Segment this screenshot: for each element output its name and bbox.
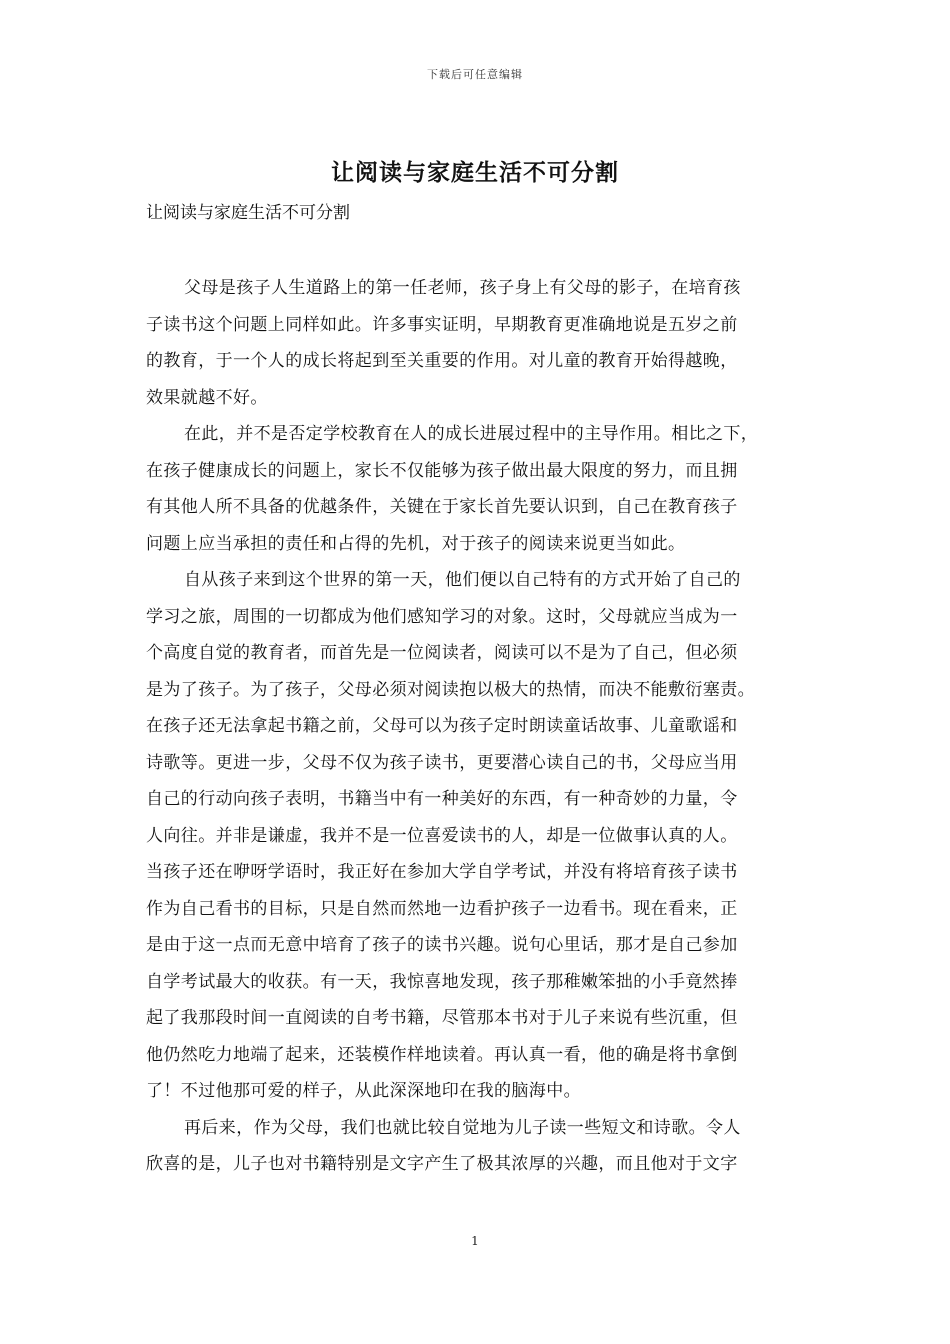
paragraph-3-line-7: 自己的行动向孩子表明，书籍当中有一种美好的东西，有一种奇妙的力量，令 [146, 789, 738, 809]
paragraph-4-line-1: 再后来，作为父母，我们也就比较自觉地为儿子读一些短文和诗歌。令人 [184, 1117, 741, 1138]
document-title: 让阅读与家庭生活不可分割 [331, 159, 619, 186]
paragraph-3-line-13: 起了我那段时间一直阅读的自考书籍，尽管那本书对于儿子来说有些沉重，但 [146, 1008, 738, 1028]
paragraph-3-line-14: 他仍然吃力地端了起来，还装模作样地读着。再认真一看，他的确是将书拿倒 [146, 1044, 738, 1065]
paragraph-3-line-2: 学习之旅，周围的一切都成为他们感知学习的对象。这时，父母就应当成为一 [146, 606, 738, 627]
paragraph-1-line-4: 效果就越不好。 [146, 387, 268, 408]
paragraph-1-line-2: 子读书这个问题上同样如此。许多事实证明，早期教育更准确地说是五岁之前 [146, 314, 738, 335]
paragraph-3-line-15: 了！不过他那可爱的样子，从此深深地印在我的脑海中。 [146, 1081, 581, 1101]
paragraph-2-line-4: 问题上应当承担的责任和占得的先机，对于孩子的阅读来说更当如此。 [146, 533, 686, 554]
paragraph-3-line-1: 自从孩子来到这个世界的第一天，他们便以自己特有的方式开始了自己的 [184, 570, 741, 590]
paragraph-3-line-6: 诗歌等。更进一步，父母不仅为孩子读书，更要潜心读自己的书，父母应当用 [146, 752, 738, 773]
document-subtitle: 让阅读与家庭生活不可分割 [146, 203, 350, 223]
paragraph-3-line-11: 是由于这一点而无意中培育了孩子的读书兴趣。说句心里话，那才是自己参加 [146, 935, 738, 955]
paragraph-3-line-10: 作为自己看书的目标，只是自然而然地一边看护孩子一边看书。现在看来，正 [146, 898, 738, 919]
header-note: 下载后可任意编辑 [427, 68, 523, 81]
document-body [146, 270, 811, 1183]
paragraph-3-line-12: 自学考试最大的收获。有一天，我惊喜地发现，孩子那稚嫩笨拙的小手竟然捧 [146, 971, 738, 992]
paragraph-3-line-4: 是为了孩子。为了孩子，父母必须对阅读抱以极大的热情，而决不能敷衍塞责。 [146, 679, 755, 700]
paragraph-3-line-5: 在孩子还无法拿起书籍之前，父母可以为孩子定时朗读童话故事、儿童歌谣和 [146, 716, 738, 736]
paragraph-1-line-3: 的教育，于一个人的成长将起到至关重要的作用。对儿童的教育开始得越晚， [146, 351, 738, 371]
paragraph-2-line-2: 在孩子健康成长的问题上，家长不仅能够为孩子做出最大限度的努力，而且拥 [146, 460, 738, 481]
paragraph-1-line-1: 父母是孩子人生道路上的第一任老师，孩子身上有父母的影子，在培育孩 [184, 278, 741, 298]
paragraph-3-line-3: 个高度自觉的教育者，而首先是一位阅读者，阅读可以不是为了自己，但必须 [146, 643, 738, 663]
paragraph-3-line-8: 人向往。并非是谦虚，我并不是一位喜爱读书的人，却是一位做事认真的人。 [146, 825, 738, 846]
paragraph-3-line-9: 当孩子还在咿呀学语时，我正好在参加大学自学考试，并没有将培育孩子读书 [146, 862, 738, 882]
paragraph-2-line-3: 有其他人所不具备的优越条件，关键在于家长首先要认识到，自己在教育孩子 [146, 497, 738, 517]
paragraph-4-line-2: 欣喜的是，儿子也对书籍特别是文字产生了极其浓厚的兴趣，而且他对于文字 [146, 1154, 738, 1174]
page-number: 1 [471, 1234, 479, 1248]
paragraph-2-line-1: 在此，并不是否定学校教育在人的成长进展过程中的主导作用。相比之下， [184, 424, 759, 444]
